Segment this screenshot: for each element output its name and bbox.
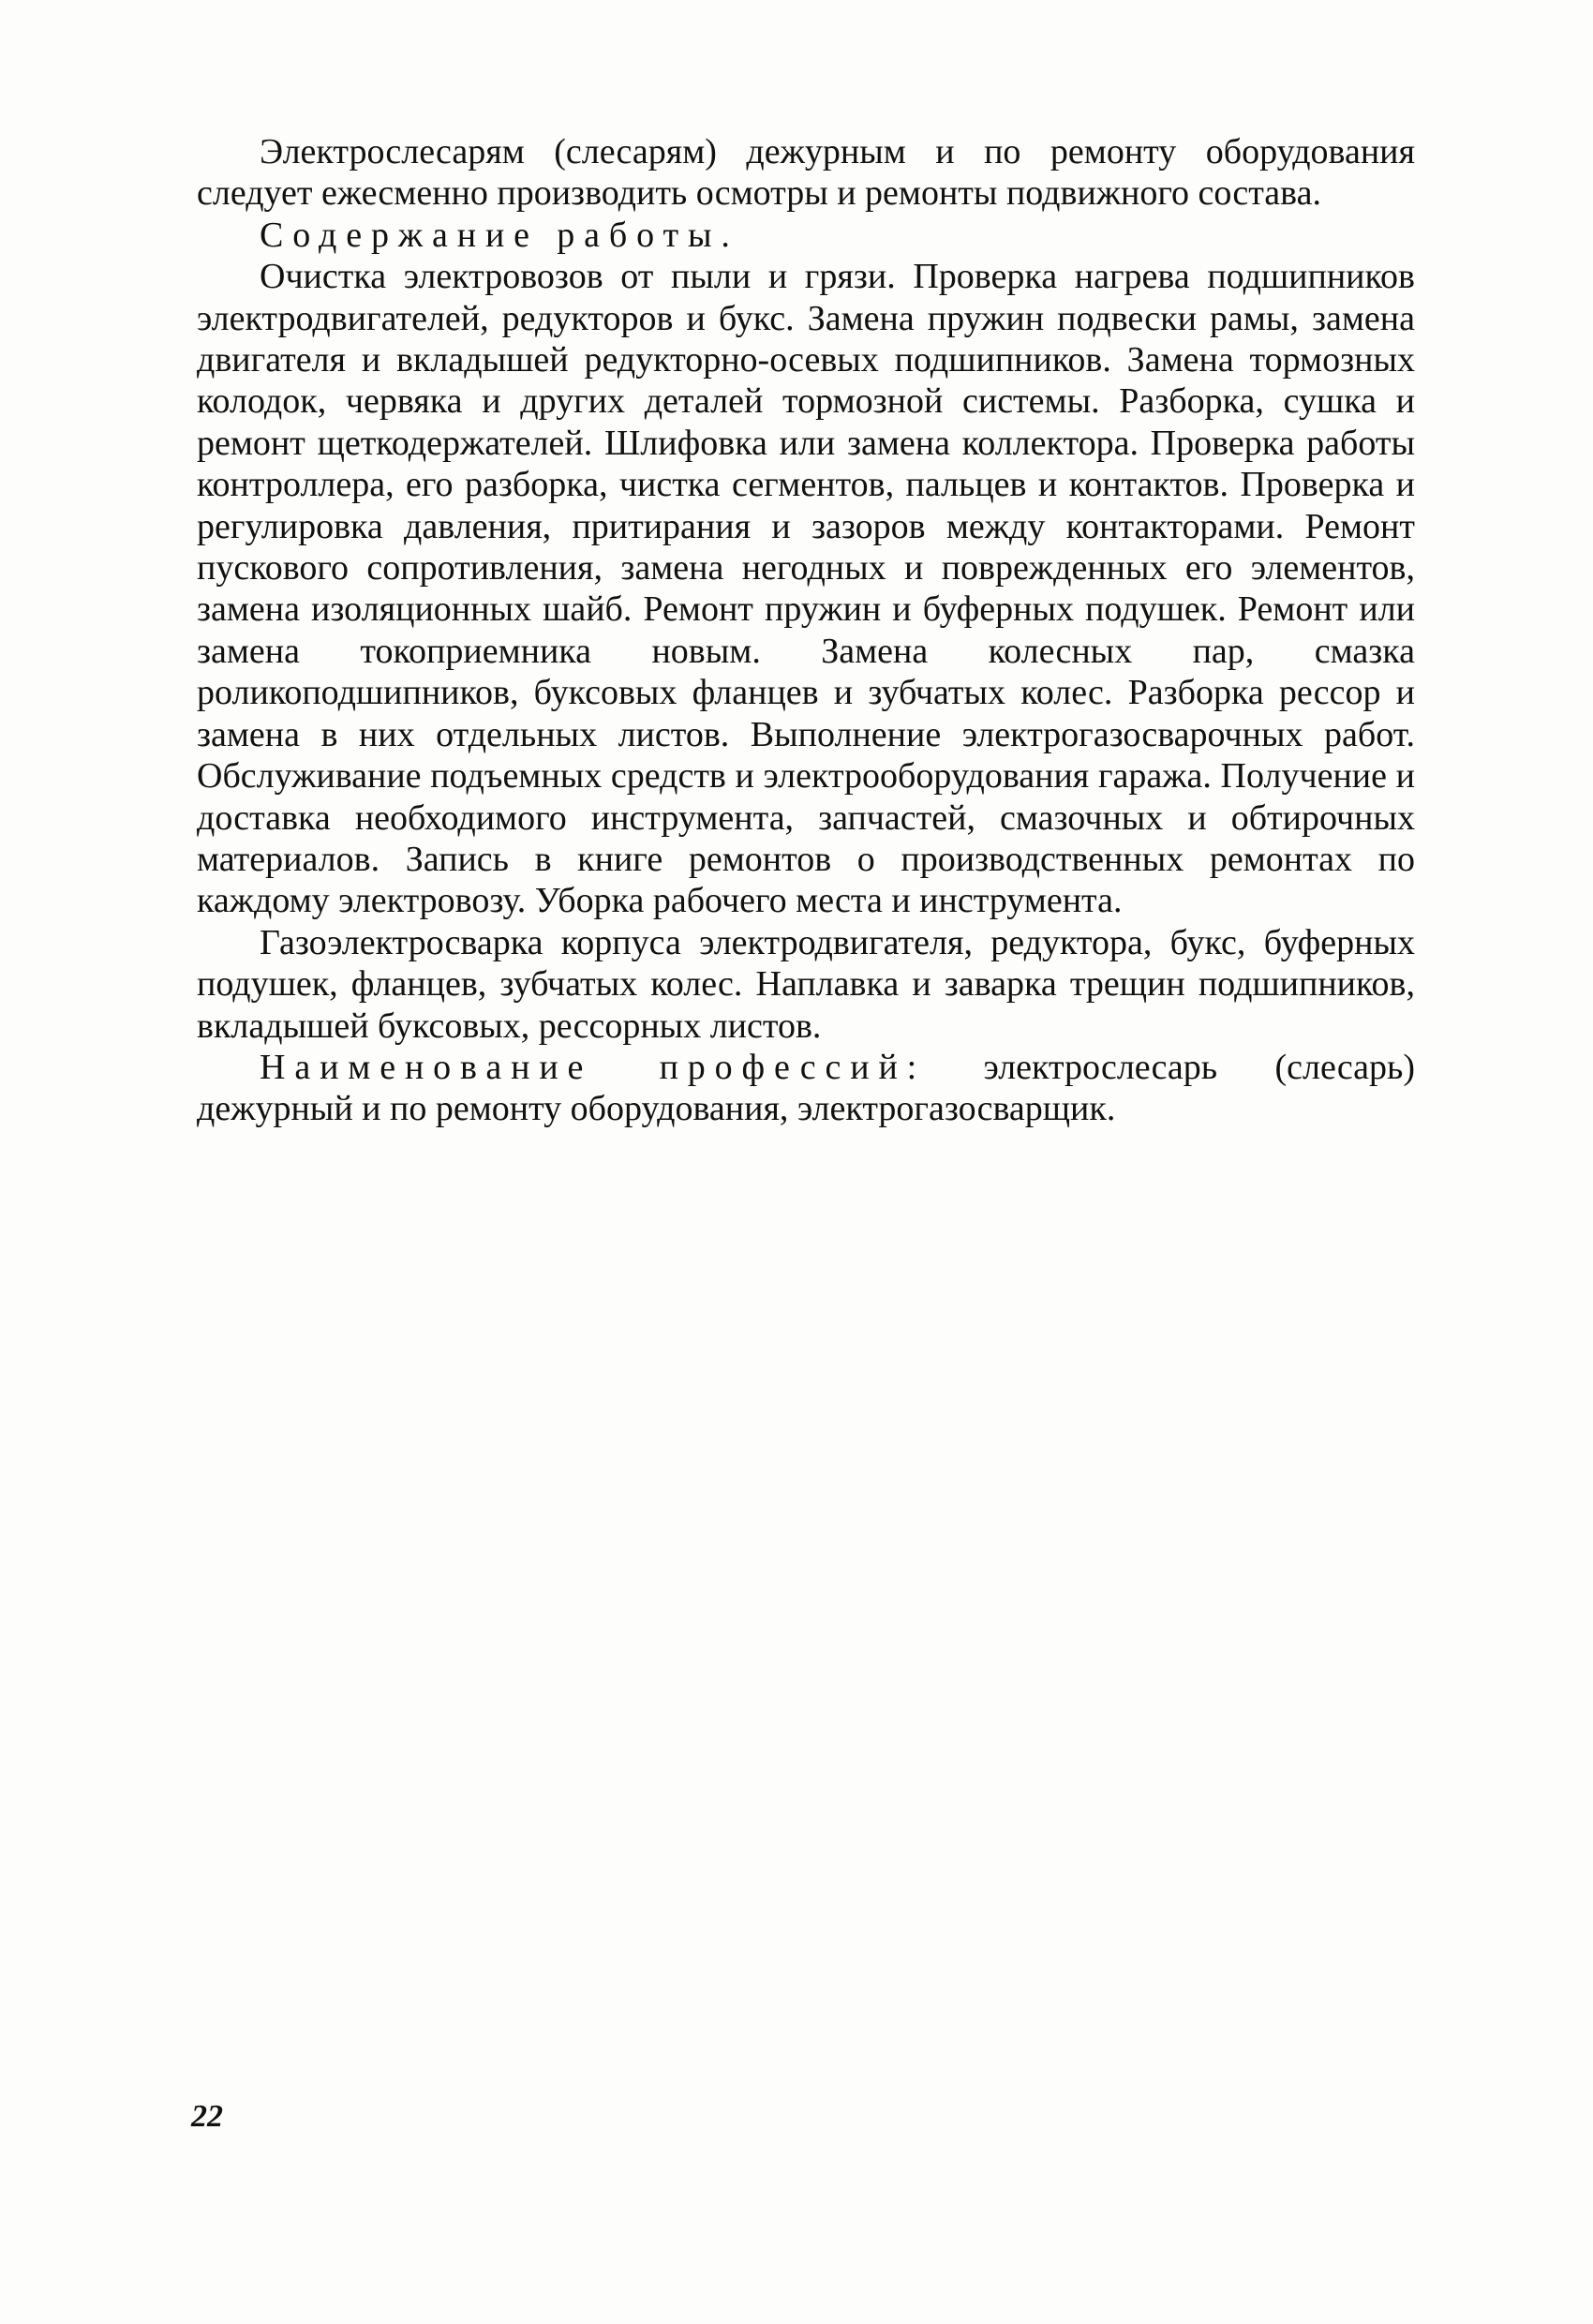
professions-text: электрослесарь (слесарь) дежурный и по ремонту оборудования, электрогазосварщик.: [197, 1047, 1416, 1129]
welding-paragraph: Газоэлектросварка корпуса электродвигателя, редуктора, букс, буферных подушек, фланцев, зубчатых колес. Наплавка и заварка трещин подшипников, вкладышей буксовых, рессорных листов.: [197, 922, 1415, 1046]
page-number: 22: [191, 2099, 223, 2134]
professions-label: Наименование профессий:: [260, 1047, 927, 1087]
professions-paragraph: [197, 1047, 1415, 1130]
intro-paragraph: Электрослесарям (слесарям) дежурным и по ремонту оборудования следует ежесменно производить осмотры и ремонты подвижного состава.: [197, 132, 1415, 214]
body-text: [197, 131, 1415, 1130]
content-heading: [197, 215, 1415, 256]
content-body-paragraph: Очистка электровозов от пыли и грязи. Проверка нагрева подшипников электродвигателей, редукторов и букс. Замена пружин подвески рамы, замена двигателя и вкладышей редукторно-осевых подшипников. Замена тормозных колодок, червяка и других деталей тормозной системы. Разборка, сушка и ремонт щеткодержателей. Шлифовка или замена коллектора. Проверка работы контроллера, его разборка, чистка сегментов, пальцев и контактов. Проверка и регулировка давления, притирания и зазоров между контакторами. Ремонт пускового сопротивления, замена негодных и поврежденных его элементов, замена изоляционных шайб. Ремонт пружин и буферных подушек. Ремонт или замена токоприемника новым. Замена колесных пар, смазка роликоподшипников, буксовых фланцев и зубчатых колес. Разборка рессор и замена в них отдельных листов. Выполнение электрогазосварочных работ. Обслуживание подъемных средств и электрооборудования гаража. Получение и доставка необходимого инструмента, запчастей, смазочных и обтирочных материалов. Запись в книге ремонтов о производственных ремонтах по каждому электровозу. Уборка рабочего места и инструмента.: [197, 257, 1415, 921]
content-heading-label: Содержание работы.: [260, 215, 739, 255]
